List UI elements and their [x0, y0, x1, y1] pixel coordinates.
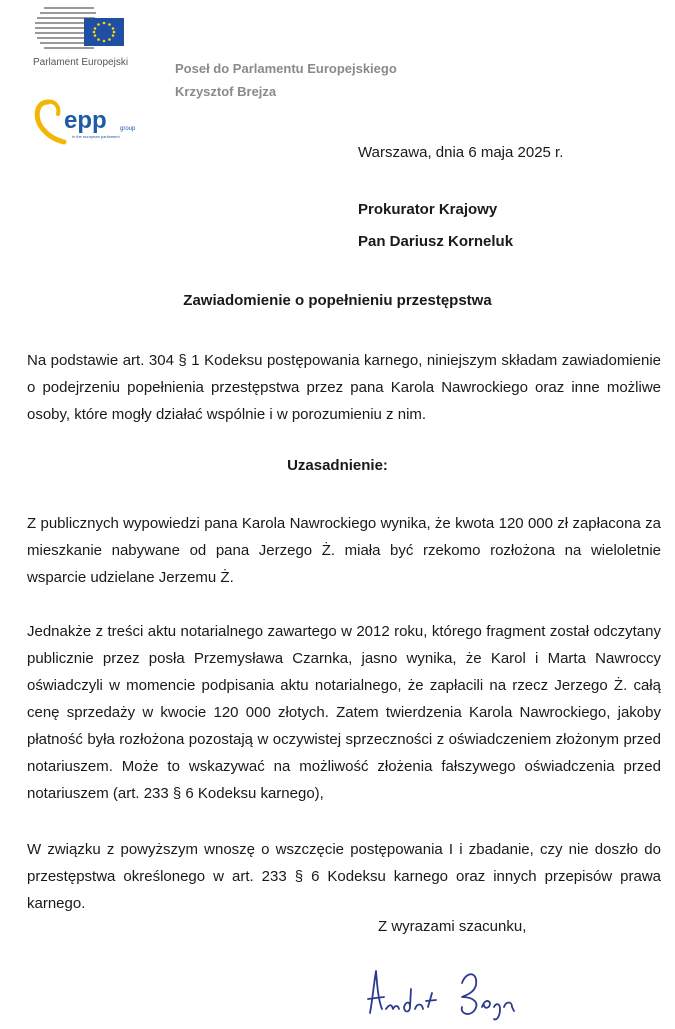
- epp-group-logo: [34, 98, 144, 146]
- intro-paragraph: Na podstawie art. 304 § 1 Kodeksu postępowania karnego, niniejszym składam zawiadomienie o podejrzeniu popełnienia przestępstwa przez pana Karola Nawrockiego oraz inne możliwe osoby, które mogły działać wspólnie i w porozumieniu z nim.: [27, 352, 661, 423]
- letter-date: Warszawa, dnia 6 maja 2025 r.: [358, 144, 564, 161]
- epp-logo-tagline: in the european parliament: [72, 134, 120, 139]
- sender-name: Krzysztof Brejza: [175, 84, 277, 99]
- notarial-act-paragraph: Jednakże z treści aktu notarialnego zawartego w 2012 roku, którego fragment został odczytany publicznie przez posła Przemysława Czarnka, jasno wynika, że Karol i Marta Nawroccy oświadczyli w momencie podpisania aktu notarialnego, że zapłacili na rzecz Jerzego Ż. całą cenę sprzedaży w kwocie 120 000 złotych. Zatem twierdzenia Karola Nawrockiego, jakoby płatność była rozłożona pozostają w oczywistej sprzeczności z oświadczeniem złożonym przed notariuszem. Może to wskazywać na możliwość złożenia fałszywego oświadczenia przed notariuszem (art. 233 § 6 Kodeksu karnego),: [27, 623, 661, 802]
- recipient-office: Prokurator Krajowy: [358, 201, 498, 218]
- closing-salutation: Z wyrazami szacunku,: [378, 918, 527, 935]
- handwritten-signature: [362, 963, 552, 1023]
- letter-title: Zawiadomienie o popełnieniu przestępstwa: [183, 292, 492, 309]
- sender-title: Poseł do Parlamentu Europejskiego: [175, 61, 397, 76]
- recipient-block: [358, 194, 513, 258]
- sender-block: [175, 57, 397, 103]
- epp-logo-text: epp: [64, 107, 107, 134]
- request-paragraph: W związku z powyższym wnoszę o wszczęcie postępowania I i zbadanie, czy nie doszło do przestępstwa określonego w art. 233 § 6 Kodeksu karnego oraz innych przepisów prawa karnego.: [27, 841, 661, 912]
- epp-logo-sub: group: [120, 126, 136, 132]
- justification-heading: Uzasadnienie:: [287, 457, 388, 474]
- recipient-name: Pan Dariusz Korneluk: [358, 233, 514, 250]
- statement-paragraph: Z publicznych wypowiedzi pana Karola Nawrockiego wynika, że kwota 120 000 zł zapłacona za mieszkanie nabywane od pana Jerzego Ż. miała być rzekomo rozłożona na wieloletnie wsparcie udzielane Jerzemu Ż.: [27, 515, 661, 586]
- european-parliament-label: Parlament Europejski: [33, 57, 129, 68]
